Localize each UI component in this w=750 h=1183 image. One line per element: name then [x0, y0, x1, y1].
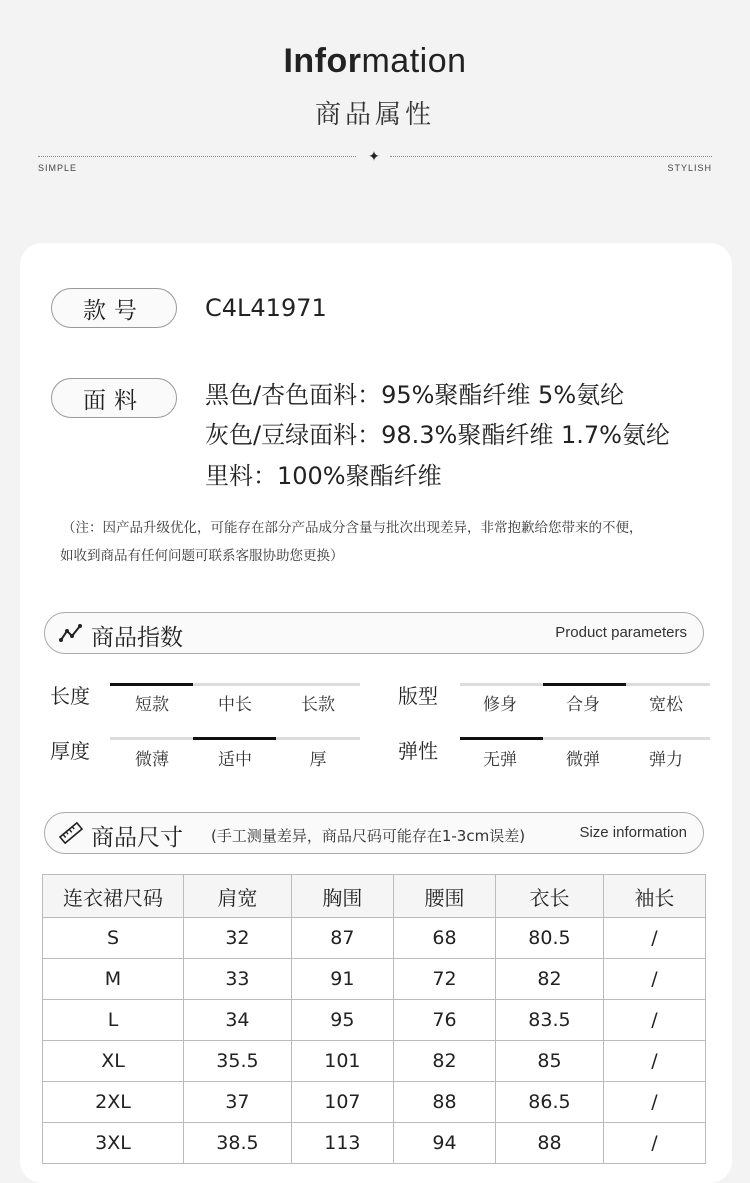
fabric-label: 面料 [51, 378, 177, 418]
title-english: Information [283, 42, 467, 80]
table-cell: 88 [496, 1123, 604, 1164]
table-cell: 86.5 [496, 1082, 604, 1123]
size-table [42, 874, 706, 1164]
table-cell: / [603, 918, 705, 959]
index-label-length: 长度 [50, 684, 90, 708]
index-option: 弹力 [649, 750, 683, 770]
index-option: 宽松 [649, 695, 683, 715]
index-option: 微弹 [566, 750, 600, 770]
table-cell: 95 [291, 1000, 393, 1041]
index-selected-marker [193, 737, 276, 740]
table-header-cell: 腰围 [393, 875, 495, 918]
product-index-title: 商品指数 [91, 625, 183, 651]
table-cell: 85 [496, 1041, 604, 1082]
note-line: （注：因产品升级优化，可能存在部分产品成分含量与批次出现差异，非常抱歉给您带来的不便， [62, 520, 643, 536]
table-cell: 32 [184, 918, 292, 959]
index-selected-marker [460, 737, 543, 740]
fabric-line: 里料：100%聚酯纤维 [205, 462, 442, 490]
table-cell: 2XL [43, 1082, 184, 1123]
table-header-cell: 袖长 [603, 875, 705, 918]
divider-right [390, 156, 712, 157]
index-option: 厚 [309, 750, 327, 770]
table-cell: 82 [496, 959, 604, 1000]
table-cell: 72 [393, 959, 495, 1000]
index-label-fit: 版型 [398, 684, 438, 708]
product-index-header [44, 612, 704, 654]
note-line: 如收到商品有任何问题可联系客服协助您更换） [60, 548, 344, 564]
table-cell: / [603, 1000, 705, 1041]
table-cell: 113 [291, 1123, 393, 1164]
table-cell: 37 [184, 1082, 292, 1123]
table-header-cell: 肩宽 [184, 875, 292, 918]
index-option: 合身 [566, 695, 600, 715]
fabric-line: 灰色/豆绿面料：98.3%聚酯纤维 1.7%氨纶 [205, 421, 670, 449]
title-chinese: 商品属性 [314, 100, 435, 130]
style-no-value: C4L41971 [205, 294, 327, 322]
table-row [43, 959, 706, 1000]
table-cell: 76 [393, 1000, 495, 1041]
table-cell: 38.5 [184, 1123, 292, 1164]
trend-line-icon [59, 622, 83, 644]
index-selected-marker [543, 683, 626, 686]
index-option: 无弹 [483, 750, 517, 770]
table-cell: 80.5 [496, 918, 604, 959]
table-cell: 82 [393, 1041, 495, 1082]
size-info-title: 商品尺寸 [91, 825, 183, 851]
table-row [43, 1082, 706, 1123]
size-info-header [44, 812, 704, 854]
table-cell: 3XL [43, 1123, 184, 1164]
table-cell: 35.5 [184, 1041, 292, 1082]
table-row [43, 918, 706, 959]
table-header-cell: 胸围 [291, 875, 393, 918]
index-label-thickness: 厚度 [50, 739, 90, 763]
style-no-label: 款号 [51, 288, 177, 328]
index-option: 长款 [301, 695, 335, 715]
fabric-line: 黑色/杏色面料：95%聚酯纤维 5%氨纶 [205, 381, 625, 409]
table-row [43, 1000, 706, 1041]
index-option: 短款 [135, 695, 169, 715]
table-row [43, 1041, 706, 1082]
index-label-elasticity: 弹性 [398, 739, 438, 763]
index-option: 适中 [218, 750, 252, 770]
table-cell: / [603, 1041, 705, 1082]
index-option: 修身 [483, 695, 517, 715]
product-index-en: Product parameters [555, 624, 687, 641]
table-cell: 33 [184, 959, 292, 1000]
table-cell: / [603, 959, 705, 1000]
table-cell: XL [43, 1041, 184, 1082]
table-cell: 88 [393, 1082, 495, 1123]
table-cell: 107 [291, 1082, 393, 1123]
table-cell: 91 [291, 959, 393, 1000]
ruler-icon [59, 822, 83, 844]
index-option: 中长 [218, 695, 252, 715]
table-cell: L [43, 1000, 184, 1041]
diamond-cross-icon: ✦ [368, 149, 380, 165]
table-cell: 34 [184, 1000, 292, 1041]
table-cell: / [603, 1082, 705, 1123]
page-header [0, 0, 750, 230]
table-header-cell: 连衣裙尺码 [43, 875, 184, 918]
table-cell: 94 [393, 1123, 495, 1164]
label-stylish: STYLISH [667, 163, 712, 173]
table-cell: S [43, 918, 184, 959]
index-option: 微薄 [135, 750, 169, 770]
table-header-row [43, 875, 706, 918]
table-cell: 83.5 [496, 1000, 604, 1041]
table-cell: 68 [393, 918, 495, 959]
size-info-en: Size information [579, 824, 687, 841]
divider-left [38, 156, 356, 157]
table-cell: / [603, 1123, 705, 1164]
table-header-cell: 衣长 [496, 875, 604, 918]
label-simple: SIMPLE [38, 163, 78, 173]
index-selected-marker [110, 683, 193, 686]
table-cell: 87 [291, 918, 393, 959]
size-info-subtitle: (手工测量差异，商品尺码可能存在1-3cm误差) [211, 827, 526, 845]
table-row [43, 1123, 706, 1164]
table-cell: 101 [291, 1041, 393, 1082]
table-cell: M [43, 959, 184, 1000]
